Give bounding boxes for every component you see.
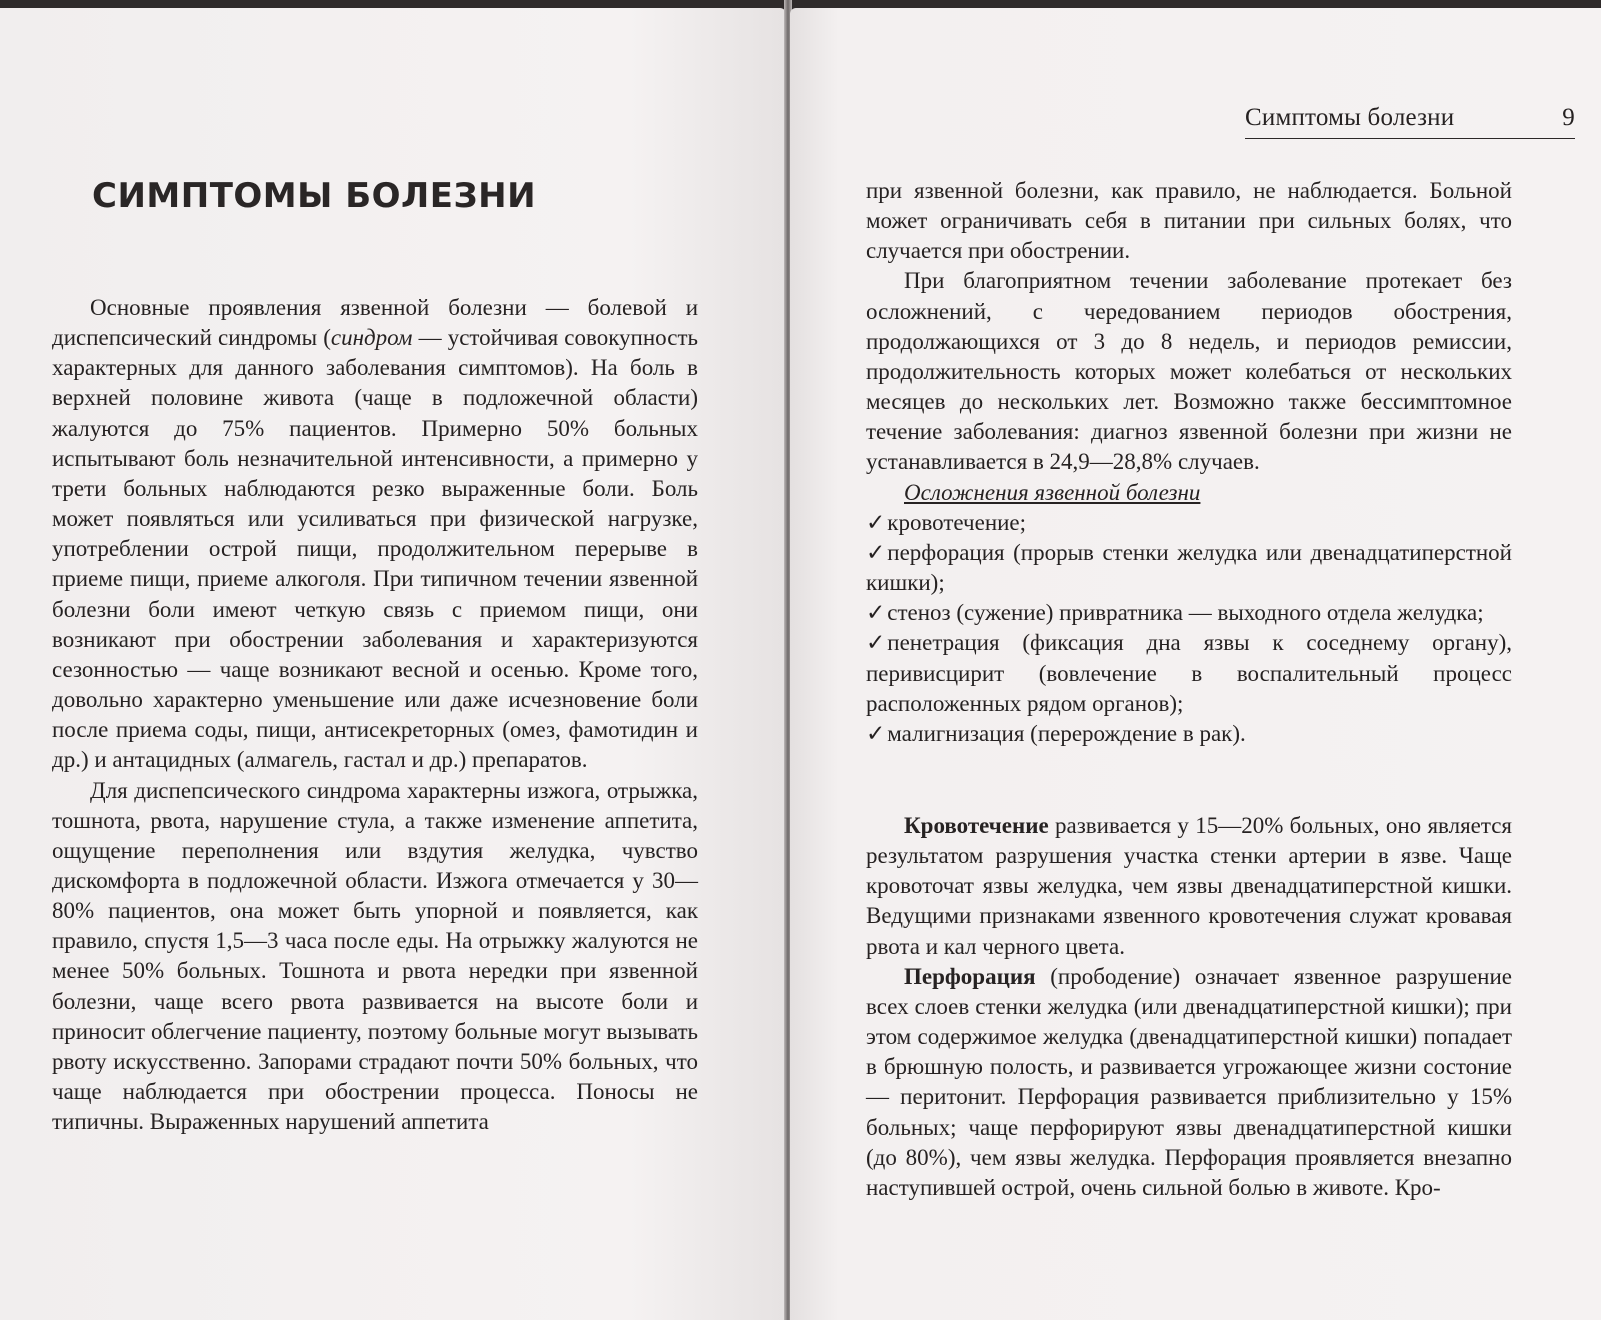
paragraph (866, 811, 1512, 962)
list-item (866, 508, 1512, 538)
list-item (866, 628, 1512, 718)
right-page (790, 8, 1601, 1320)
right-page-body-lower (866, 811, 1512, 1203)
chapter-title: СИМПТОМЫ БОЛЕЗНИ (92, 176, 537, 216)
list-item (866, 538, 1512, 598)
paragraph-text: — устойчивая совокупность характерных для данного заболевания симптомов). На боль в верхней половине живота (чаще в подложечной области) жалуются до 75% пациентов. Примерно 50% больных испытывают боль незначительной интенсивности, а примерно у трети больных наблюдаются резко выраженные боли. Боль может появляться или усиливаться при физической нагрузке, употреблении острой пищи, продолжительном перерыве в приеме пищи, приеме алкоголя. При типичном течении язвенной болезни боли имеют четкую связь с приемом пищи, они возникают при обострении заболевания и характеризуются сезонностью — чаще возникают весной и осенью. Кроме того, довольно характерно уменьшение или даже исчезновение боли после приема соды, пищи, антисекреторных (омез, фамотидин и др.) и антацидных (алмагель, гастал и др.) препаратов. (52, 325, 698, 773)
list-item (866, 719, 1512, 749)
check-icon: ✓ (866, 539, 886, 565)
term-bold: Кровотечение (904, 813, 1049, 838)
page-number: 9 (1562, 104, 1575, 131)
paragraph (866, 962, 1512, 1203)
complications-heading (866, 478, 1512, 508)
list-item-text: кровотечение; (887, 509, 1027, 535)
paragraph-text: развивается у 15—20% больных, оно является результатом разрушения участка стенки артерии в язве. Чаще кровоточат язвы желудка, чем язвы двенадцатиперстной кишки. Ведущими признаками язвенного кровотечения служат кровавая рвота и кал черного цвета. (866, 813, 1512, 959)
left-page-body (52, 293, 698, 1137)
complications-heading-text: Осложнения язвенной болезни (904, 479, 1201, 505)
running-head (1245, 104, 1575, 132)
list-item-text: стеноз (сужение) привратника — выходного отдела желудка; (887, 600, 1484, 626)
running-head-title: Симптомы болезни (1245, 104, 1455, 131)
paragraph-text: (прободение) означает язвенное разрушение всех слоев стенки желудка (или двенадцатиперстной кишки); при этом содержимое желудка (двенадцатиперстной кишки) попадает в брюшную полость, и развивается угрожающее жизни состоние — перитонит. Перфорация развивается приблизительно у 15% больных; чаще перфорируют язвы двенадцатиперстной кишки (до 80%), чем язвы желудка. Перфорация проявляется внезапно наступившей острой, очень сильной болью в животе. Кро- (866, 963, 1512, 1200)
list-item-text: перфорация (прорыв стенки желудка или двенадцатиперстной кишки); (866, 539, 1512, 596)
header-rule (1245, 138, 1575, 139)
left-page (0, 8, 786, 1320)
check-icon: ✓ (866, 630, 886, 656)
list-item-text: пенетрация (фиксация дна язвы к соседнему органу), перивисцирит (вовлечение в воспалительный процесс расположенных рядом органов); (866, 630, 1512, 716)
check-icon: ✓ (866, 600, 886, 626)
paragraph: при язвенной болезни, как правило, не наблюдается. Больной может ограничивать себя в питании при сильных болях, что случается при обострении. (866, 178, 1512, 264)
paragraph: При благоприятном течении заболевание протекает без осложнений, с чередованием периодов обострения, продолжающихся от 3 до 8 недель, и периодов ремиссии, продолжительность которых может колебаться от нескольких месяцев до нескольких лет. Возможно также бессимптомное течение заболевания: диагноз язвенной болезни при жизни не устанавливается в 24,9—28,8% случаев. (866, 268, 1512, 475)
list-item-text: малигнизация (перерождение в рак). (887, 720, 1246, 746)
term-italic: синдром (330, 325, 413, 351)
check-icon: ✓ (866, 720, 886, 746)
term-bold: Перфорация (904, 963, 1036, 989)
right-page-body (866, 176, 1512, 749)
check-icon: ✓ (866, 509, 886, 535)
paragraph (52, 293, 698, 776)
list-item (866, 598, 1512, 628)
paragraph: Для диспепсического синдрома характерны изжога, отрыжка, тошнота, рвота, нарушение стула, а также изменение аппетита, ощущение переполнения или вздутия желудка, чувство дискомфорта в подложечной области. Изжога отмечается у 30—80% пациентов, она может быть упорной и появляется, как правило, спустя 1,5—3 часа после еды. На отрыжку жалуются не менее 50% больных. Тошнота и рвота нередки при язвенной болезни, чаще всего рвота развивается на высоте боли и приносит облегчение пациенту, поэтому больные могут вызывать рвоту искусственно. Запорами страдают почти 50% больных, что чаще наблюдается при обострении процесса. Поносы не типичны. Выраженных нарушений аппетита (52, 777, 698, 1135)
paragraph-text: Основные проявления язвенной болезни — болевой и диспепсический синдромы ( (52, 295, 698, 351)
